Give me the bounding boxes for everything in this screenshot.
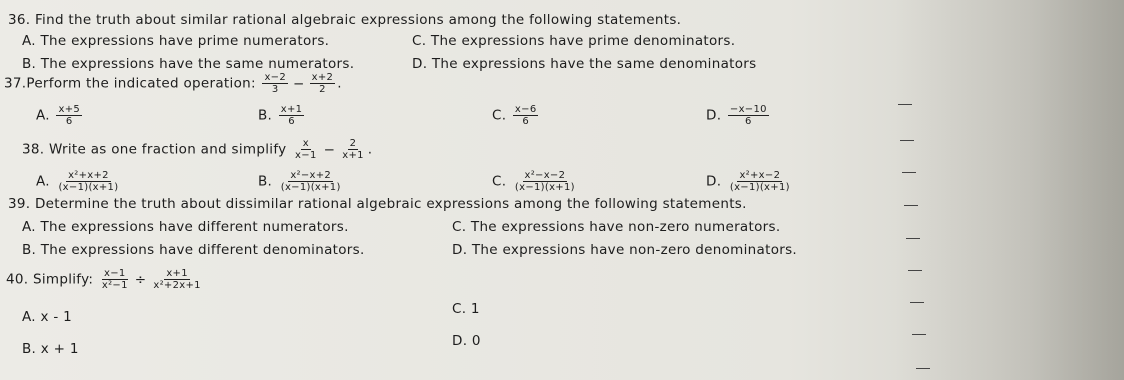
denominator: x−1	[295, 150, 317, 161]
q36-option-a: A. The expressions have prime numerators.	[22, 33, 330, 49]
q38-row	[22, 138, 372, 161]
answer-blank-line	[908, 270, 922, 271]
answer-blank-line	[898, 104, 912, 105]
denominator: 2	[319, 84, 326, 95]
q37-option-d	[706, 104, 771, 127]
q37-expr-frac-2	[310, 72, 336, 95]
numerator: x+2	[311, 72, 334, 83]
q39-option-b: B. The expressions have different denominators.	[22, 242, 365, 258]
numerator: 2	[349, 138, 357, 149]
answer-blank-line	[900, 140, 914, 141]
option-label: A.	[36, 173, 50, 190]
answer-blank-line	[910, 302, 924, 303]
q37-expr-frac-1	[262, 72, 288, 95]
option-label: D.	[706, 107, 722, 124]
q38-option-a	[36, 170, 122, 193]
denominator: 6	[522, 116, 530, 127]
denominator: 6	[745, 116, 752, 127]
denominator: (x−1)(x+1)	[514, 182, 575, 193]
denominator: x²+2x+1	[153, 280, 201, 291]
option-fraction	[279, 104, 305, 127]
q40-expr-frac-1	[100, 268, 130, 291]
page-edge-shadow	[894, 0, 1124, 380]
option-label: B.	[258, 107, 273, 124]
q38-option-d	[706, 170, 794, 193]
numerator: x−2	[264, 72, 287, 83]
q38-option-b	[258, 170, 345, 193]
option-label: C.	[492, 107, 507, 124]
option-fraction	[279, 170, 343, 193]
denominator: 6	[65, 116, 73, 127]
option-fraction	[56, 104, 82, 127]
option-fraction	[728, 104, 769, 127]
option-fraction	[513, 170, 577, 193]
answer-blank-line	[912, 334, 926, 335]
q36-option-c: C. The expressions have prime denominators.	[412, 33, 736, 49]
option-fraction	[56, 170, 120, 193]
denominator: 6	[288, 116, 295, 127]
option-label: B.	[258, 173, 273, 190]
numerator: x²+x−2	[739, 170, 781, 181]
numerator: x−1	[104, 268, 126, 279]
option-fraction	[513, 104, 539, 127]
answer-blank-line	[902, 172, 916, 173]
denominator: (x−1)(x+1)	[58, 182, 119, 193]
q38-period: .	[367, 141, 373, 158]
denominator: (x−1)(x+1)	[729, 182, 790, 193]
q40-expr-frac-2	[151, 268, 202, 291]
q37-option-a	[36, 104, 84, 127]
q38-operator: −	[323, 141, 336, 158]
option-fraction	[728, 170, 792, 193]
numerator: x+1	[280, 104, 303, 115]
numerator: x−6	[514, 104, 537, 115]
q37-option-b	[258, 104, 306, 127]
numerator: x	[302, 138, 309, 149]
q38-expr-frac-1	[293, 138, 319, 161]
q37-row	[4, 72, 342, 95]
q39-option-a: A. The expressions have different numerators.	[22, 219, 349, 235]
q36-option-d: D. The expressions have the same denominators	[412, 56, 757, 72]
answer-blank-line	[906, 238, 920, 239]
q40-option-b: B. x + 1	[22, 341, 79, 357]
denominator: x²−1	[101, 280, 128, 291]
numerator: x+5	[58, 104, 81, 115]
q38-option-c	[492, 170, 579, 193]
q36-stem: 36. Find the truth about similar rational algebraic expressions among the following statements.	[8, 12, 682, 28]
numerator: x²−x+2	[290, 170, 332, 181]
q39-stem: 39. Determine the truth about dissimilar rational algebraic expressions among the following statements.	[8, 196, 747, 212]
q36-option-b: B. The expressions have the same numerators.	[22, 56, 355, 72]
q39-option-c: C. The expressions have non-zero numerators.	[452, 219, 781, 235]
denominator: (x−1)(x+1)	[280, 182, 341, 193]
numerator: x+1	[166, 268, 188, 279]
q40-operator: ÷	[134, 271, 147, 288]
answer-blank-line	[916, 368, 930, 369]
q40-option-d: D. 0	[452, 333, 481, 349]
q37-period: .	[337, 75, 342, 92]
denominator: x+1	[342, 150, 364, 161]
q40-stem: 40. Simplify:	[6, 271, 94, 288]
option-label: D.	[706, 173, 722, 190]
q40-row	[6, 268, 205, 291]
numerator: −x−10	[729, 104, 767, 115]
q37-option-c	[492, 104, 540, 127]
option-label: A.	[36, 107, 50, 124]
denominator: 3	[271, 84, 279, 95]
q39-option-d: D. The expressions have non-zero denominators.	[452, 242, 798, 258]
q37-operator: −	[293, 75, 305, 92]
answer-blank-line	[904, 205, 918, 206]
q38-expr-frac-2	[340, 138, 366, 161]
numerator: x²−x−2	[524, 170, 566, 181]
q40-option-c: C. 1	[452, 301, 480, 317]
numerator: x²+x+2	[68, 170, 109, 181]
q38-stem: 38. Write as one fraction and simplify	[22, 141, 287, 158]
q40-option-a: A. x - 1	[22, 309, 73, 325]
option-label: C.	[492, 173, 507, 190]
q37-stem: 37.Perform the indicated operation:	[4, 75, 256, 92]
